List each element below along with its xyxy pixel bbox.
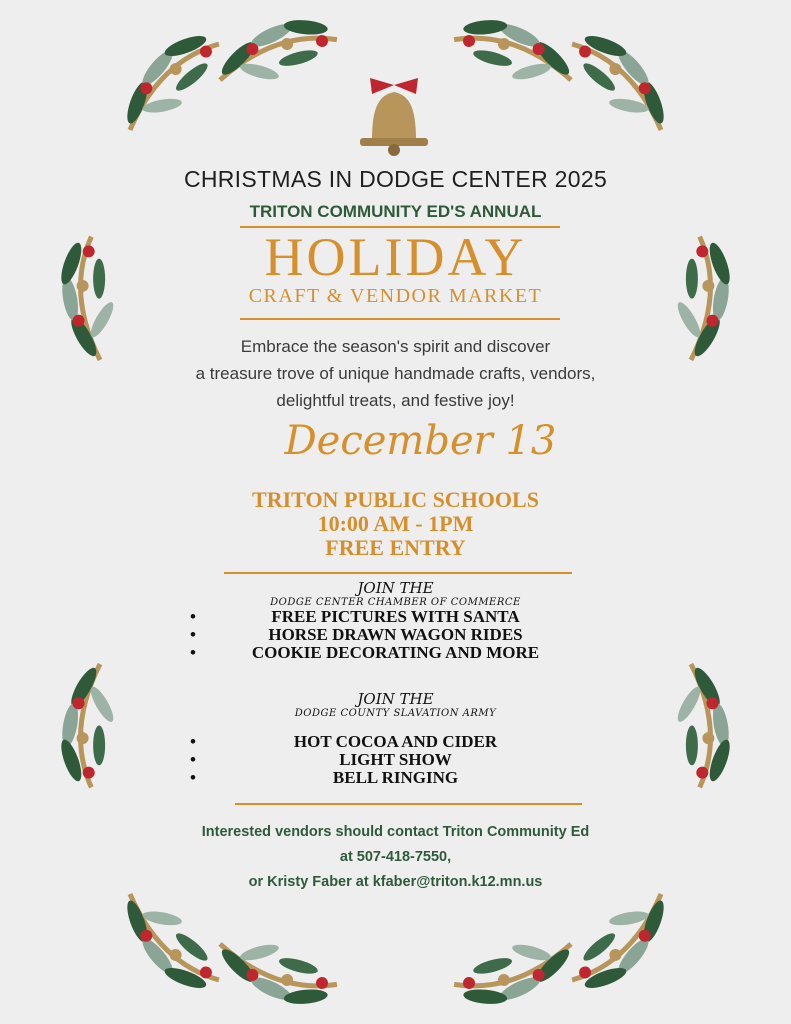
organization-name: DODGE CENTER CHAMBER OF COMMERCE	[270, 597, 521, 608]
list-item: • HORSE DRAWN WAGON RIDES	[190, 625, 523, 644]
main-title: HOLIDAY	[264, 227, 527, 287]
event-series-title: CHRISTMAS IN DODGE CENTER 2025	[183, 166, 608, 192]
event-time: 10:00 AM - 1PM	[317, 511, 474, 536]
contact-phone: at 507-418-7550,	[339, 849, 452, 865]
intro-text	[0, 333, 791, 414]
section-salvation-army	[0, 690, 791, 787]
organization-name: DODGE COUNTY SLAVATION ARMY	[294, 708, 497, 719]
divider	[224, 572, 572, 574]
divider	[240, 318, 560, 320]
join-heading: JOIN THE	[357, 579, 434, 597]
list-item: • BELL RINGING	[190, 768, 459, 787]
event-details	[0, 488, 791, 560]
activity-list	[0, 608, 791, 662]
divider	[235, 803, 582, 805]
contact-email: or Kristy Faber at kfaber@triton.k12.mn.us	[248, 874, 543, 890]
event-date: December 13	[284, 418, 557, 464]
event-location: TRITON PUBLIC SCHOOLS	[252, 487, 539, 512]
join-heading: JOIN THE	[357, 690, 434, 708]
event-admission: FREE ENTRY	[325, 535, 466, 560]
intro-line: a treasure trove of unique handmade crafts, vendors,	[195, 364, 596, 383]
contact-line: Interested vendors should contact Triton Community Ed	[201, 824, 590, 840]
list-item: • FREE PICTURES WITH SANTA	[190, 607, 520, 626]
vendor-contact	[0, 820, 791, 895]
main-subtitle: CRAFT & VENDOR MARKET	[248, 285, 543, 307]
bell-icon	[360, 78, 428, 156]
organizer-heading: TRITON COMMUNITY ED'S ANNUAL	[249, 202, 542, 221]
list-item: • LIGHT SHOW	[190, 750, 452, 769]
section-chamber	[0, 579, 791, 662]
list-item: • HOT COCOA AND CIDER	[190, 732, 498, 751]
list-item: • COOKIE DECORATING AND MORE	[190, 643, 540, 662]
intro-line: delightful treats, and festive joy!	[276, 391, 515, 410]
intro-line: Embrace the season's spirit and discover	[240, 337, 551, 356]
activity-list	[0, 733, 791, 787]
